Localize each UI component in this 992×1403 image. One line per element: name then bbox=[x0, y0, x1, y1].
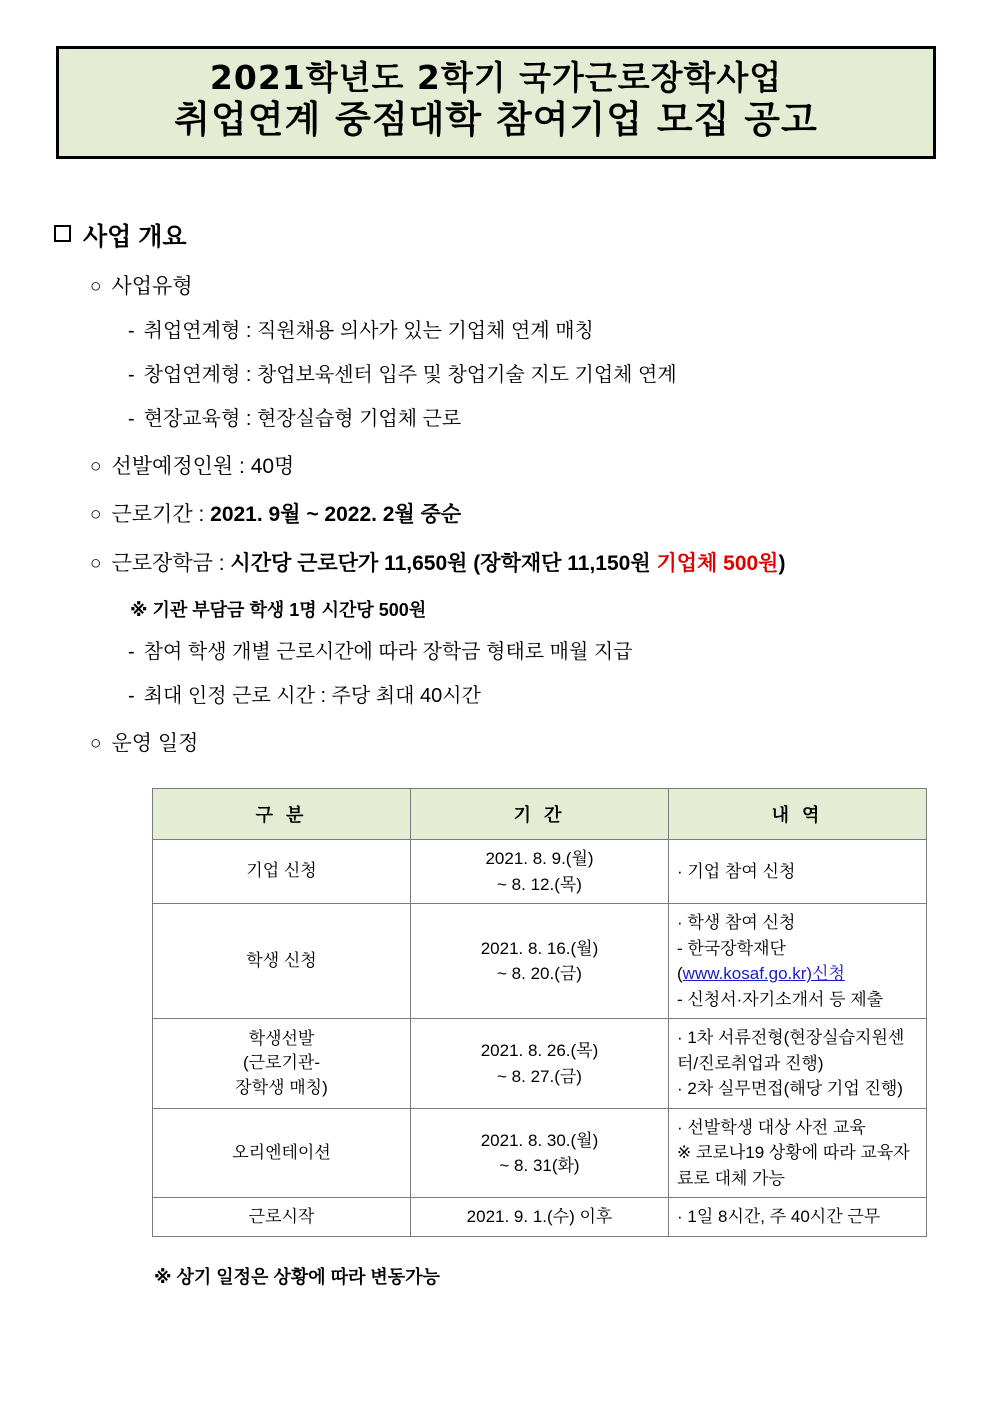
title-banner bbox=[56, 46, 936, 159]
list-item-label: 현장교육형 : 현장실습형 기업체 근로 bbox=[143, 407, 462, 430]
item-business-type bbox=[90, 273, 946, 301]
detail-line: · 선발학생 대상 사전 교육 bbox=[677, 1117, 866, 1137]
table-row bbox=[153, 904, 927, 1019]
cell-period-line-1: 2021. 8. 9.(월) bbox=[485, 849, 594, 869]
cell-period bbox=[411, 1198, 669, 1237]
cell-period bbox=[411, 1108, 669, 1198]
cell-period bbox=[411, 840, 669, 904]
cell-period-line-1: 2021. 9. 1.(수) 이후 bbox=[466, 1207, 613, 1227]
detail-line: · 2차 실무면접(해당 기업 진행) bbox=[677, 1079, 903, 1099]
cell-division-label: 오리엔테이션 bbox=[232, 1142, 331, 1162]
table-header-division: 구 분 bbox=[153, 789, 411, 840]
detail-line: · 기업 참여 신청 bbox=[677, 862, 796, 882]
cell-period-line-2: ~ 8. 12.(목) bbox=[497, 874, 582, 894]
cell-detail bbox=[669, 1019, 927, 1109]
dash-bullet-icon: - bbox=[128, 407, 135, 430]
circle-bullet-icon: ○ bbox=[90, 732, 102, 754]
detail-line: · 1차 서류전형(현장실습지원센터/진로취업과 진행) bbox=[677, 1028, 905, 1073]
schedule-table bbox=[152, 788, 927, 1237]
section-heading bbox=[54, 217, 946, 253]
circle-bullet-icon: ○ bbox=[90, 275, 102, 297]
item-headcount bbox=[90, 453, 946, 481]
cell-division-label: 학생 신청 bbox=[246, 950, 317, 970]
cell-division-line-3: 장학생 매칭) bbox=[235, 1077, 328, 1097]
item-business-type-label: 사업유형 bbox=[111, 274, 193, 298]
item-work-period-value: 2021. 9월 ~ 2022. 2월 중순 bbox=[210, 503, 462, 527]
detail-line: ※ 코로나19 상황에 따라 교육자료로 대체 가능 bbox=[677, 1143, 910, 1188]
table-row bbox=[153, 1108, 927, 1198]
cell-division-line-1: 학생선발 bbox=[248, 1028, 315, 1048]
cell-division bbox=[153, 840, 411, 904]
cell-division-label: 기업 신청 bbox=[246, 861, 317, 881]
circle-bullet-icon: ○ bbox=[90, 552, 102, 574]
cell-period bbox=[411, 1019, 669, 1109]
item-stipend-label: 근로장학금 : bbox=[111, 551, 231, 575]
dash-bullet-icon: - bbox=[128, 640, 135, 663]
cell-division-line-2: (근로기관- bbox=[242, 1053, 320, 1073]
square-bullet-icon bbox=[54, 225, 71, 242]
cell-period-line-1: 2021. 8. 16.(월) bbox=[480, 938, 599, 958]
cell-division bbox=[153, 1198, 411, 1237]
detail-link-prefix: - 한국장학재단( bbox=[677, 938, 786, 984]
list-item-label: 창업연계형 : 창업보육센터 입주 및 창업기술 지도 기업체 연계 bbox=[143, 363, 677, 386]
item-stipend-value: 시간당 근로단가 11,650원 (장학재단 11,150원 bbox=[230, 551, 657, 575]
cell-division bbox=[153, 1108, 411, 1198]
cell-detail bbox=[669, 904, 927, 1019]
item-work-period-text bbox=[111, 501, 461, 529]
detail-line: · 1일 8시간, 주 40시간 근무 bbox=[677, 1207, 881, 1227]
item-schedule bbox=[90, 730, 946, 758]
list-item-label: 최대 인정 근로 시간 : 주당 최대 40시간 bbox=[143, 684, 481, 707]
list-item bbox=[128, 683, 946, 710]
cell-period bbox=[411, 904, 669, 1019]
item-work-period-label: 근로기간 : bbox=[111, 503, 211, 527]
list-item bbox=[128, 362, 946, 389]
cell-division bbox=[153, 904, 411, 1019]
item-stipend bbox=[90, 550, 946, 578]
item-work-period bbox=[90, 501, 946, 529]
table-header-row bbox=[153, 789, 927, 840]
table-footnote: ※ 상기 일정은 상황에 따라 변동가능 bbox=[154, 1266, 440, 1287]
table-header-detail: 내 역 bbox=[669, 789, 927, 840]
table-row bbox=[153, 1198, 927, 1237]
dash-bullet-icon: - bbox=[128, 684, 135, 707]
kosaf-link[interactable]: www.kosaf.go.kr)신청 bbox=[682, 964, 845, 984]
title-line-1: 2021학년도 2학기 국가근로장학사업 bbox=[209, 58, 783, 97]
title-line-2: 취업연계 중점대학 참여기업 모집 공고 bbox=[174, 97, 818, 141]
dash-bullet-icon: - bbox=[128, 319, 135, 342]
cell-period-line-2: ~ 8. 31(화) bbox=[499, 1156, 580, 1176]
detail-line: · 학생 참여 신청 bbox=[677, 913, 796, 933]
schedule-table-wrapper bbox=[152, 788, 946, 1237]
circle-bullet-icon: ○ bbox=[90, 455, 102, 477]
cell-detail bbox=[669, 1108, 927, 1198]
list-item bbox=[128, 406, 946, 433]
item-headcount-label: 선발예정인원 : 40명 bbox=[111, 454, 295, 478]
item-stipend-text bbox=[111, 550, 785, 578]
dash-bullet-icon: - bbox=[128, 363, 135, 386]
item-schedule-label: 운영 일정 bbox=[111, 731, 199, 755]
item-stipend-highlight: 기업체 500원 bbox=[656, 551, 779, 575]
list-item bbox=[128, 639, 946, 666]
cell-period-line-1: 2021. 8. 30.(월) bbox=[480, 1130, 599, 1150]
detail-line-with-link bbox=[677, 936, 918, 987]
cell-division bbox=[153, 1019, 411, 1109]
cell-detail bbox=[669, 840, 927, 904]
item-stipend-tail: ) bbox=[778, 551, 786, 575]
section-heading-label: 사업 개요 bbox=[83, 222, 187, 251]
cell-period-line-1: 2021. 8. 26.(목) bbox=[480, 1041, 599, 1061]
detail-line: - 신청서·자기소개서 등 제출 bbox=[677, 989, 884, 1009]
table-header-period: 기 간 bbox=[411, 789, 669, 840]
cell-division-label: 근로시작 bbox=[248, 1206, 315, 1226]
section-overview bbox=[46, 217, 946, 1289]
stipend-note: ※ 기관 부담금 학생 1명 시간당 500원 bbox=[130, 599, 427, 620]
list-item bbox=[128, 318, 946, 345]
cell-period-line-2: ~ 8. 27.(금) bbox=[497, 1066, 582, 1086]
table-row bbox=[153, 840, 927, 904]
table-row bbox=[153, 1019, 927, 1109]
cell-detail bbox=[669, 1198, 927, 1237]
list-item-label: 참여 학생 개별 근로시간에 따라 장학금 형태로 매월 지급 bbox=[143, 640, 633, 663]
circle-bullet-icon: ○ bbox=[90, 504, 102, 526]
cell-period-line-2: ~ 8. 20.(금) bbox=[497, 964, 582, 984]
list-item-label: 취업연계형 : 직원채용 의사가 있는 기업체 연계 매칭 bbox=[143, 319, 594, 342]
